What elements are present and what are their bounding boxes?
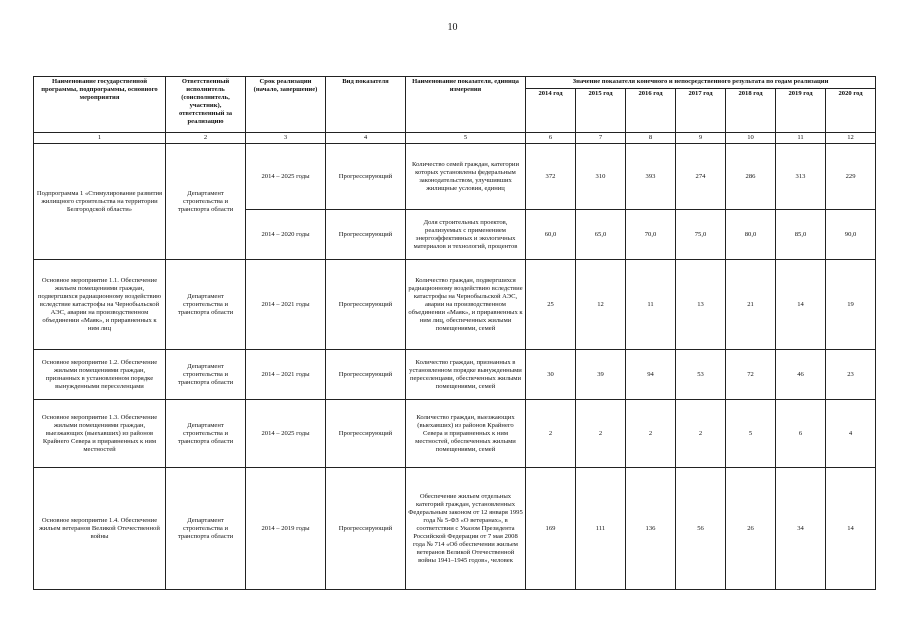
value-cell: 30 xyxy=(526,350,576,400)
table-row xyxy=(34,260,876,350)
page-number: 10 xyxy=(447,22,458,33)
value-cell: 2 xyxy=(626,400,676,468)
value-cell: 393 xyxy=(626,144,676,210)
value-cell: 2 xyxy=(676,400,726,468)
indicator-name: Количество граждан, подвергшихся радиационному воздействию вследствие катастрофы на Чернобыльской АЭС, аварии на производственном объединении «Маяк», и приравненных к ним лиц, обеспеченных жилыми помещениями, семей xyxy=(406,260,526,350)
header-kind: Вид показателя xyxy=(326,77,406,133)
header-values: Значение показателя конечного и непосредственного результата по годам реализации xyxy=(526,77,876,89)
program-name: Основное мероприятие 1.1. Обеспечение жильем помещениями граждан, подвергшихся радиационному воздействию вследствие катастрофы на Чернобыльской АЭС, аварии на производственном объединении «Маяк», и приравненных к ним лиц xyxy=(34,260,166,350)
value-cell: 14 xyxy=(776,260,826,350)
value-cell: 39 xyxy=(576,350,626,400)
value-cell: 60,0 xyxy=(526,210,576,260)
header-year: 2014 год xyxy=(526,89,576,133)
value-cell: 2 xyxy=(526,400,576,468)
value-cell: 313 xyxy=(776,144,826,210)
program-name: Подпрограмма 1 «Стимулирование развития жилищного строительства на территории Белгородской области» xyxy=(34,144,166,260)
value-cell: 286 xyxy=(726,144,776,210)
header-period: Срок реализации (начало, завершение) xyxy=(246,77,326,133)
value-cell: 75,0 xyxy=(676,210,726,260)
indicator-kind: Прогрессирующий xyxy=(326,144,406,210)
column-number: 9 xyxy=(676,133,726,144)
program-name: Основное мероприятие 1.2. Обеспечение жилыми помещениями граждан, признанных в установленном порядке вынужденными переселенцами xyxy=(34,350,166,400)
responsible-dept: Департамент строительства и транспорта области xyxy=(166,350,246,400)
value-cell: 56 xyxy=(676,468,726,590)
period-cell: 2014 – 2025 годы xyxy=(246,144,326,210)
value-cell: 25 xyxy=(526,260,576,350)
column-number: 6 xyxy=(526,133,576,144)
period-cell: 2014 – 2021 годы xyxy=(246,350,326,400)
program-name: Основное мероприятие 1.4. Обеспечение жильем ветеранов Великой Отечественной войны xyxy=(34,468,166,590)
column-numbers-row xyxy=(34,133,876,144)
value-cell: 111 xyxy=(576,468,626,590)
value-cell: 80,0 xyxy=(726,210,776,260)
value-cell: 85,0 xyxy=(776,210,826,260)
table-row xyxy=(34,350,876,400)
value-cell: 65,0 xyxy=(576,210,626,260)
indicator-name: Обеспечение жильем отдельных категорий граждан, установленных Федеральным законом от 12 января 1995 года № 5-ФЗ «О ветеранах», в соответствии с Указом Президента Российской Федерации от 7 мая 2008 года № 714 «Об обеспечении жильем ветеранов Великой Отечественной войны 1941–1945 годов», человек xyxy=(406,468,526,590)
indicator-kind: Прогрессирующий xyxy=(326,210,406,260)
value-cell: 90,0 xyxy=(826,210,876,260)
responsible-dept: Департамент строительства и транспорта области xyxy=(166,144,246,260)
column-number: 7 xyxy=(576,133,626,144)
column-number: 11 xyxy=(776,133,826,144)
column-number: 2 xyxy=(166,133,246,144)
indicator-kind: Прогрессирующий xyxy=(326,260,406,350)
indicator-name: Количество граждан, признанных в установленном порядке вынужденными переселенцами, обеспеченных жилыми помещениями, семей xyxy=(406,350,526,400)
indicator-kind: Прогрессирующий xyxy=(326,350,406,400)
responsible-dept: Департамент строительства и транспорта области xyxy=(166,468,246,590)
value-cell: 34 xyxy=(776,468,826,590)
value-cell: 372 xyxy=(526,144,576,210)
value-cell: 310 xyxy=(576,144,626,210)
value-cell: 72 xyxy=(726,350,776,400)
period-cell: 2014 – 2021 годы xyxy=(246,260,326,350)
column-number: 1 xyxy=(34,133,166,144)
value-cell: 53 xyxy=(676,350,726,400)
value-cell: 4 xyxy=(826,400,876,468)
indicator-name: Количество семей граждан, категории которых установлены федеральным законодательством, улучшивших жилищные условия, единиц xyxy=(406,144,526,210)
value-cell: 13 xyxy=(676,260,726,350)
column-number: 12 xyxy=(826,133,876,144)
value-cell: 12 xyxy=(576,260,626,350)
header-year: 2015 год xyxy=(576,89,626,133)
header-year: 2018 год xyxy=(726,89,776,133)
column-number: 5 xyxy=(406,133,526,144)
value-cell: 26 xyxy=(726,468,776,590)
value-cell: 94 xyxy=(626,350,676,400)
indicator-name: Количество граждан, выезжающих (выехавших) из районов Крайнего Севера и приравненных к ним местностей, обеспеченных жилыми помещениями, семей xyxy=(406,400,526,468)
period-cell: 2014 – 2025 годы xyxy=(246,400,326,468)
responsible-dept: Департамент строительства и транспорта области xyxy=(166,400,246,468)
indicator-name: Доля строительных проектов, реализуемых с применением энергоэффективных и экологичных материалов и технологий, процентов xyxy=(406,210,526,260)
program-name: Основное мероприятие 1.3. Обеспечение жилыми помещениями граждан, выезжающих (выехавших) из районов Крайнего Севера и приравненных к ним местностей xyxy=(34,400,166,468)
responsible-dept: Департамент строительства и транспорта области xyxy=(166,260,246,350)
header-year: 2019 год xyxy=(776,89,826,133)
value-cell: 136 xyxy=(626,468,676,590)
value-cell: 21 xyxy=(726,260,776,350)
column-number: 8 xyxy=(626,133,676,144)
value-cell: 11 xyxy=(626,260,676,350)
header-year: 2016 год xyxy=(626,89,676,133)
table-row xyxy=(34,400,876,468)
value-cell: 19 xyxy=(826,260,876,350)
column-number: 3 xyxy=(246,133,326,144)
header-indicator: Наименование показателя, единица измерения xyxy=(406,77,526,133)
column-number: 10 xyxy=(726,133,776,144)
header-program: Наименование государственной программы, подпрограммы, основного мероприятия xyxy=(34,77,166,133)
column-number: 4 xyxy=(326,133,406,144)
indicator-kind: Прогрессирующий xyxy=(326,400,406,468)
indicator-table xyxy=(33,76,876,590)
value-cell: 5 xyxy=(726,400,776,468)
header-responsible: Ответственный исполнитель (соисполнитель, участник), ответственный за реализацию xyxy=(166,77,246,133)
value-cell: 14 xyxy=(826,468,876,590)
period-cell: 2014 – 2019 годы xyxy=(246,468,326,590)
value-cell: 46 xyxy=(776,350,826,400)
header-year: 2020 год xyxy=(826,89,876,133)
table-row xyxy=(34,144,876,210)
value-cell: 169 xyxy=(526,468,576,590)
value-cell: 2 xyxy=(576,400,626,468)
indicator-kind: Прогрессирующий xyxy=(326,468,406,590)
header-year: 2017 год xyxy=(676,89,726,133)
value-cell: 23 xyxy=(826,350,876,400)
period-cell: 2014 – 2020 годы xyxy=(246,210,326,260)
table-row xyxy=(34,468,876,590)
value-cell: 274 xyxy=(676,144,726,210)
value-cell: 229 xyxy=(826,144,876,210)
value-cell: 70,0 xyxy=(626,210,676,260)
value-cell: 6 xyxy=(776,400,826,468)
